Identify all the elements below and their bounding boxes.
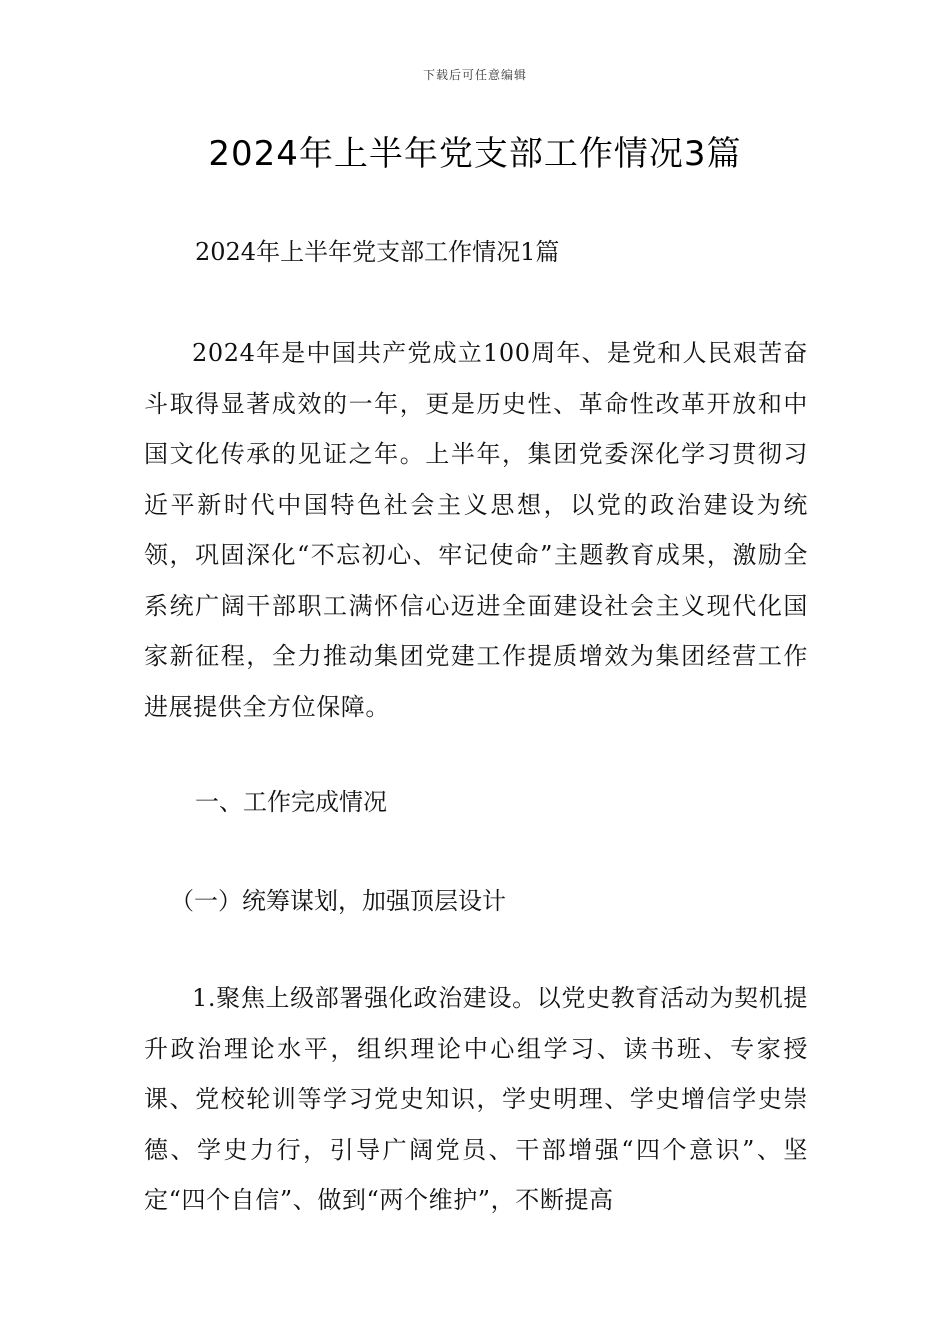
intro-paragraph: 2024年是中国共产党成立100周年、是党和人民艰苦奋斗取得显著成效的一年，更是历史性、革命性改革开放和中国文化传承的见证之年。上半年，集团党委深化学习贯彻习近平新时代中国特色社会主义思想，以党的政治建设为统领，巩固深化“不忘初心、牢记使命”主题教育成果，激励全系统广阔干部职工满怀信心迈进全面建设社会主义现代化国家新征程，全力推动集团党建工作提质增效为集团经营工作进展提供全方位保障。 (144, 339, 808, 721)
header-note: 下载后可任意编辑 (422, 68, 527, 82)
subsection-heading: （一）统筹谋划，加强顶层设计 (170, 887, 506, 915)
body-paragraph: 1.聚焦上级部署强化政治建设。以党史教育活动为契机提升政治理论水平，组织理论中心组学习、读书班、专家授课、党校轮训等学习党史知识，学史明理、学史增信学史崇德、学史力行，引导广阔党员、干部增强“四个意识”、坚定“四个自信”、做到“两个维护”，不断提高 (144, 984, 808, 1214)
document-subtitle: 2024年上半年党支部工作情况1篇 (195, 238, 560, 266)
section-heading: 一、工作完成情况 (195, 788, 387, 816)
document-title: 2024年上半年党支部工作情况3篇 (208, 134, 742, 174)
